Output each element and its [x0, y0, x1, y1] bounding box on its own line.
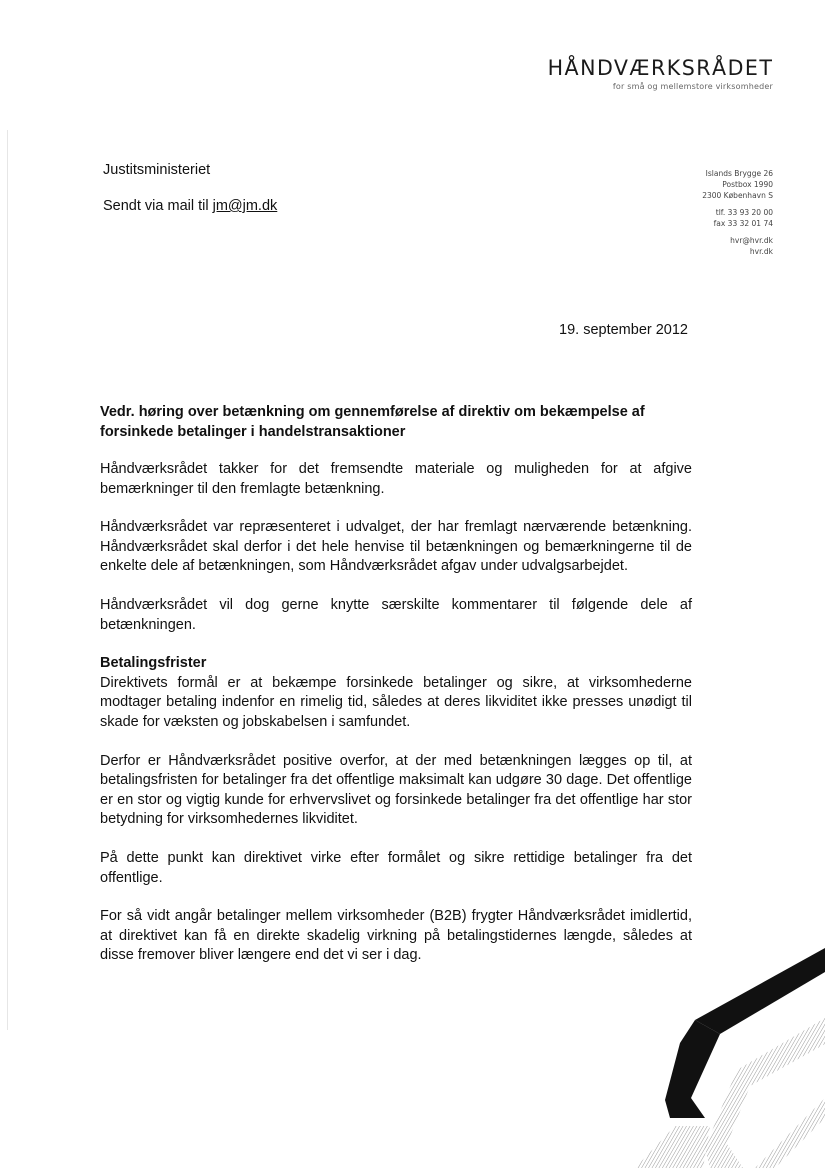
contact-email[interactable]: hvr@hvr.dk: [730, 236, 773, 245]
paragraph: For så vidt angår betalinger mellem virksomheder (B2B) frygter Håndværksrådet imidlertid, at direktivet kan få en direkte skadelig virkning på betalingstidernes længde, således at disse fremover bliver længere end det vi ser i dag.: [100, 908, 692, 964]
paragraph: På dette punkt kan direktivet virke efter formålet og sikre rettidige betalinger fra det offentlige.: [100, 849, 692, 886]
scan-edge-line: [7, 130, 8, 1030]
org-logo: [543, 56, 773, 91]
corner-decoration-graphic: [505, 948, 825, 1168]
recipient-block: [103, 160, 210, 180]
paragraph: Håndværksrådet takker for det fremsendte materiale og muligheden for at afgive bemærkninger til den fremlagte betænkning.: [100, 461, 692, 497]
recipient-name: Justitsministeriet: [103, 162, 211, 178]
address-street: Islands Brygge 26: [705, 169, 773, 178]
contact-block: [702, 168, 773, 263]
paragraph: Derfor er Håndværksrådet positive overfor, at der med betænkningen lægges op til, at betalingsfristen for betalinger fra det offentlige maksimalt kan udgøre 30 dage. Det offentlige er en stor og vigtig kunde for erhvervslivet og forsinkede betalinger fra det offentlige har stor betydning for virksomhedernes likviditet.: [100, 752, 692, 828]
letter-date: 19. september 2012: [559, 322, 688, 338]
sent-prefix: Sendt via mail til: [103, 198, 213, 214]
section-heading: Betalingsfrister: [100, 655, 207, 672]
fax-number: fax 33 32 01 74: [713, 219, 773, 228]
paragraph: Håndværksrådet vil dog gerne knytte særskilte kommentarer til følgende dele af betænkningen.: [100, 596, 692, 633]
address-postbox: Postbox 1990: [722, 180, 773, 189]
sent-via-line: [103, 196, 277, 216]
address-group: [702, 168, 773, 201]
letter-subject: Vedr. høring over betænkning om gennemførelse af direktiv om bekæmpelse af forsinkede betalinger i handelstransaktioner: [100, 404, 645, 440]
org-tagline: for små og mellemstore virksomheder: [612, 82, 773, 91]
phone-group: [702, 207, 773, 229]
letter-body: [100, 460, 692, 985]
paragraph: Direktivets formål er at bekæmpe forsinkede betalinger og sikre, at virksomhederne modtager betaling indenfor en rimelig tid, således at deres likviditet ikke presses unødigt til skade for væksten og jobskabelsen i samfundet.: [100, 674, 692, 730]
org-name: HÅNDVÆRKSRÅDET: [547, 56, 773, 80]
address-city: 2300 København S: [702, 191, 773, 200]
phone-number: tlf. 33 93 20 00: [715, 208, 773, 217]
recipient-email-link[interactable]: jm@jm.dk: [212, 198, 278, 214]
paragraph: Håndværksrådet var repræsenteret i udvalget, der har fremlagt nærværende betænkning. Håndværksrådet skal derfor i det hele henvise til betænkningen og bemærkningerne til de enkelte dele af betænkningen, som Håndværksrådet afgav under udvalgsarbejdet.: [100, 519, 692, 575]
web-group: [702, 235, 773, 257]
contact-website[interactable]: hvr.dk: [749, 247, 773, 256]
